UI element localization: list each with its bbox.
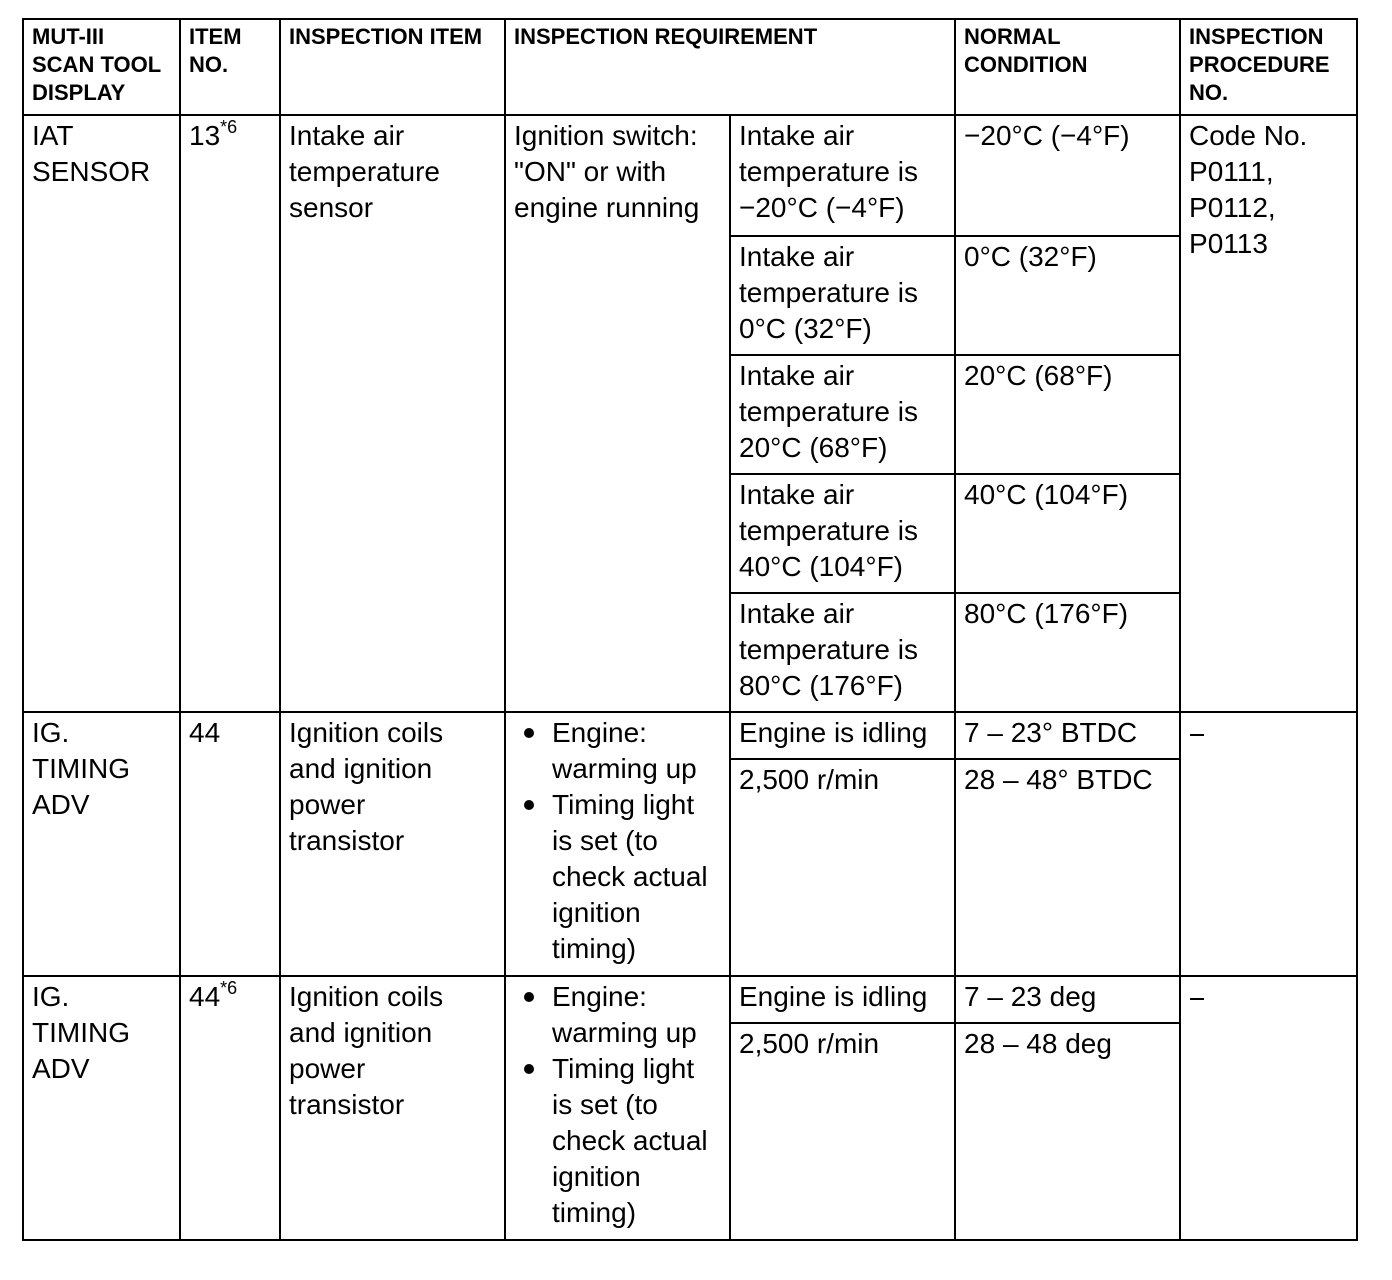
list-item: Timing light is set (to check actual ignition timing) — [514, 787, 725, 967]
bullet-icon — [524, 1064, 534, 1074]
iat-requirement: Ignition switch: "ON" or with engine running — [505, 115, 730, 712]
ig1-display: IG. TIMING ADV — [23, 712, 180, 976]
footnote-mark: *6 — [220, 977, 238, 998]
header-inspection-item: INSPECTION ITEM — [280, 19, 505, 115]
header-item-no: ITEM NO. — [180, 19, 280, 115]
iat-normal-condition: 0°C (32°F) — [955, 236, 1180, 355]
ig1-procedure-no — [1180, 712, 1357, 976]
header-normal-condition: NORMAL CONDITION — [955, 19, 1180, 115]
ig2-procedure-no — [1180, 976, 1357, 1240]
iat-display: IAT SENSOR — [23, 115, 180, 712]
iat-condition-requirement: Intake air temperature is −20°C (−4°F) — [730, 115, 955, 236]
ig1-item-no: 44 — [180, 712, 280, 976]
bullet-list — [506, 977, 729, 1231]
item-no-value: 13 — [189, 120, 221, 151]
header-inspection-requirement: INSPECTION REQUIREMENT — [505, 19, 955, 115]
header-scan-tool-display: MUT-III SCAN TOOL DISPLAY — [23, 19, 180, 115]
header-row — [23, 19, 1357, 115]
iat-normal-condition: 40°C (104°F) — [955, 474, 1180, 593]
iat-condition-requirement: Intake air temperature is 40°C (104°F) — [730, 474, 955, 593]
iat-normal-condition: 20°C (68°F) — [955, 355, 1180, 474]
bullet-icon — [524, 728, 534, 738]
ig2-display: IG. TIMING ADV — [23, 976, 180, 1240]
ig2-normal-condition: 28 – 48 deg — [955, 1023, 1180, 1240]
iat-normal-condition: 80°C (176°F) — [955, 593, 1180, 712]
ig1-normal-condition: 28 – 48° BTDC — [955, 759, 1180, 976]
ig1-requirement — [505, 712, 730, 976]
dash-mark — [1190, 734, 1204, 736]
table-row — [23, 115, 1357, 236]
item-no-value: 44 — [189, 981, 221, 1012]
inspection-table — [22, 18, 1358, 1241]
ig2-condition-requirement: Engine is idling — [730, 976, 955, 1023]
iat-inspection-item: Intake air temperature sensor — [280, 115, 505, 712]
ig2-item-no — [180, 976, 280, 1240]
ig2-normal-condition: 7 – 23 deg — [955, 976, 1180, 1023]
list-item: Engine: warming up — [514, 715, 725, 787]
iat-normal-condition: −20°C (−4°F) — [955, 115, 1180, 236]
list-item: Timing light is set (to check actual ignition timing) — [514, 1051, 725, 1231]
ig1-normal-condition: 7 – 23° BTDC — [955, 712, 1180, 759]
bullet-icon — [524, 800, 534, 810]
ig1-condition-requirement: 2,500 r/min — [730, 759, 955, 976]
ig2-inspection-item: Ignition coils and ignition power transistor — [280, 976, 505, 1240]
iat-condition-requirement: Intake air temperature is 80°C (176°F) — [730, 593, 955, 712]
iat-procedure-no: Code No. P0111, P0112, P0113 — [1180, 115, 1357, 712]
list-item: Engine: warming up — [514, 979, 725, 1051]
bullet-icon — [524, 992, 534, 1002]
table-row — [23, 976, 1357, 1023]
ig1-inspection-item: Ignition coils and ignition power transistor — [280, 712, 505, 976]
header-procedure-no: INSPECTION PROCEDURE NO. — [1180, 19, 1357, 115]
bullet-list — [506, 713, 729, 967]
ig1-condition-requirement: Engine is idling — [730, 712, 955, 759]
iat-condition-requirement: Intake air temperature is 20°C (68°F) — [730, 355, 955, 474]
footnote-mark: *6 — [220, 116, 238, 137]
ig2-requirement — [505, 976, 730, 1240]
dash-mark — [1190, 998, 1204, 1000]
ig2-condition-requirement: 2,500 r/min — [730, 1023, 955, 1240]
iat-condition-requirement: Intake air temperature is 0°C (32°F) — [730, 236, 955, 355]
iat-item-no — [180, 115, 280, 712]
table-row — [23, 712, 1357, 759]
